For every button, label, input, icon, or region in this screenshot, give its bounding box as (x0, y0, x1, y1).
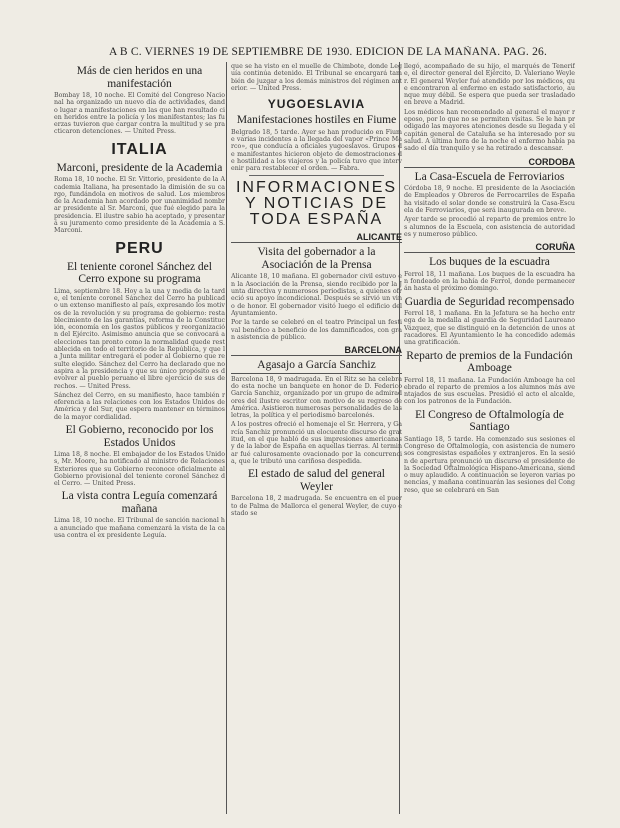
headline: Marconi, presidente de la Academia (56, 161, 223, 174)
headline: Agasajo a García Sanchiz (231, 359, 402, 374)
article-text: Ferrol 18, 11 mañana. La Fundación Amboage ha celebrado el reparto de premios a los alumnos más aventajados de sus escuelas. Presidió el acto el alcalde, con los patronos de la Fundación. (404, 376, 575, 406)
article-text: Por la tarde se celebró en el teatro Principal un festival benéfico a beneficio de los damnificados, con gran asistencia de público. (231, 319, 402, 341)
column-3 (404, 62, 575, 818)
region-label: BARCELONA (231, 345, 402, 356)
article-text: Lima, septiembre 18. Hoy a la una y media de la tarde, el teniente coronel Sánchez del Cerro ha publicado un extenso manifiesto al país, expresando los motivos de la revolución y su programa de gobierno: restablecimiento de las garantías, reforma de la Constitución, economía en los gastos públicos y reorganización del Ejército. Asimismo anuncia que se convocará a elecciones tan pronto como la normalidad quede restablecida en todo el territorio de la República, y que la Junta militar entregará el poder al Gobierno que resulte elegido. Sánchez del Cerro ha declarado que no aspira a la presidencia y que su único propósito es devolver al pueblo peruano el libre ejercicio de sus derechos. — United Press. (54, 287, 225, 390)
article-text: Ferrol 18, 1 mañana. En la Jefatura se ha hecho entrega de la medalla al guardia de Seguridad Laureano Vázquez, que se distinguió en la detención de unos atracadores. El Ayuntamiento le ha concedido además una gratificación. (404, 310, 575, 347)
section-banner: INFORMACIONES Y NOTICIAS DE TODA ESPAÑA (235, 179, 398, 229)
region-label: ALICANTE (231, 232, 402, 243)
headline: El Congreso de Oftalmología de Santiago (415, 408, 564, 434)
headline: El estado de salud del general Weyler (248, 468, 385, 493)
article-text: Sánchez del Cerro, en su manifiesto, hace también referencia a las relaciones con los Estados Unidos de América y del Sur, que espera mantener en términos de la mayor cordialidad. (54, 391, 225, 421)
section-title: ITALIA (111, 140, 168, 158)
section-title: YUGOESLAVIA (267, 97, 366, 112)
article-text: Ferrol 18, 11 mañana. Los buques de la escuadra han fondeado en la bahía de Ferrol, donde permanecerán hasta el próximo domingo. (404, 270, 575, 293)
article-text: que se ha visto en el muelle de Chimbote, donde Leguía continúa detenido. El Tribunal se encargará también de juzgar a los demás ministros del régimen anterior. — United Press. (231, 63, 402, 92)
article-text: Lima 18, 10 noche. El Tribunal de sanción nacional ha anunciado que mañana comenzará la vista de la causa contra el ex presidente Leguía. (54, 517, 225, 540)
article-text: Alicante 18, 10 mañana. El gobernador civil estuvo en la Asociación de la Prensa, siendo recibido por la Junta directiva y numerosos periodistas, a quienes ofreció su apoyo incondicional. Después se sirvió un vino de honor. El gobernador visitó luego el edificio del Ayuntamiento. (231, 273, 402, 317)
headline: El teniente coronel Sánchez del Cerro expone su programa (67, 260, 212, 286)
article-text: Santiago 18, 5 tarde. Ha comenzado sus sesiones el Congreso de Oftalmología, con asistencia de numerosos congresistas españoles y extranjeros. En la sesión de apertura pronunció un discurso el presidente de la Sociedad Oftalmológica Hispano-Americana, siendo muy aplaudido. A continuación se leyeron varias ponencias, y mañana continuarán las sesiones del Congreso, que se celebrará en San (404, 435, 575, 494)
headline: La vista contra Leguía comenzará mañana (61, 490, 218, 515)
column-1 (54, 62, 225, 818)
headline: Reparto de premios de la Fundación Amboage (406, 349, 573, 375)
column-2 (231, 62, 402, 818)
article-text: Barcelona 18, 2 madrugada. Se encuentra en el puerto de Palma de Mallorca el general Weyler, de cuyo estado se (231, 495, 402, 517)
divider (249, 175, 384, 176)
article-text: Bombay 18, 10 noche. El Comité del Congreso Nacional ha organizado un nuevo día de actividades, dando lugar a manifestaciones en las que han resultado cien heridos entre la policía y los manifestantes; las fuerzas tuvieron que cargar contra la multitud y se practicaron detenciones. — United Press. (54, 92, 225, 136)
article-text: Barcelona 18, 9 madrugada. En el Ritz se ha celebrado esta noche un banquete en honor de D. Federico García Sanchiz, organizado por un grupo de admiradores del ilustre escritor con motivo de su regreso de América. Asistieron numerosas personalidades de las letras, la política y el periodismo barcelonés. (231, 375, 402, 420)
column-rule (226, 62, 227, 814)
article-text: A los postres ofreció el homenaje el Sr. Herrera, y García Sanchiz pronunció un elocuente discurso de gratitud, en el que habló de sus impresiones americanas y de la labor de España en aquellas tierras. Al terminar fué calurosamente ovacionado por la concurrencia, que le tributó una cariñosa despedida. (231, 421, 402, 465)
article-text: Córdoba 18, 9 noche. El presidente de la Asociación de Empleados y Obreros de Ferrocarriles de España ha visitado el solar donde se construirá la Casa-Escuela de Ferroviarios, que será inaugurada en breve. (404, 185, 575, 214)
headline: La Casa-Escuela de Ferroviarios (414, 170, 565, 183)
section-title: PERU (115, 239, 164, 257)
article-text: Belgrado 18, 5 tarde. Ayer se han producido en Fiume varias incidentes a la llegada del vapor «Prince Marco», que conducía a oficiales yugoeslavos. Grupos de manifestantes hicieron objeto de demostraciones de hostilidad a los viajeros y la policía tuvo que intervenir para restablecer el orden. — Fabra. (231, 128, 402, 173)
headline: Manifestaciones hostiles en Fiume (236, 114, 397, 127)
page-header: A B C. VIERNES 19 DE SEPTIEMBRE DE 1930. EDICION DE LA MAÑANA. PAG. 26. (108, 46, 548, 58)
headline: Más de cien heridos en una manifestación (76, 65, 203, 90)
headline: Guardia de Seguridad recompensado (404, 295, 575, 308)
article-text: Lima 18, 8 noche. El embajador de los Estados Unidos, Mr. Moore, ha notificado al ministro de Relaciones Exteriores que su Gobierno reconoce oficialmente al Gobierno provisional del teniente coronel Sánchez del Cerro. — United Press. (54, 451, 225, 488)
region-label: CORDOBA (404, 157, 575, 168)
region-label: CORUÑA (404, 242, 575, 253)
article-text: Ayer tarde se procedió al reparto de premios entre los alumnos de la Escuela, con asistencia de autoridades y numeroso público. (404, 216, 575, 238)
article-text: Los médicos han recomendado al general el mayor reposo, por lo que no se permiten visitas. Se le han prodigado las mayores atenciones desde su llegada y el capitán general de Cataluña se ha interesado por su salud. A última hora de la noche el enfermo había pasado el día tranquilo y se ha retirado a descansar. (404, 108, 575, 153)
headline: Los buques de la escuadra (429, 256, 550, 269)
article-text: llegó, acompañado de su hijo, el marqués de Tenerife, el director general del Ejército, D. Valeriano Weyler. El general Weyler fué atendido por los médicos, que encontraron al enfermo en estado satisfactorio, aunque muy débil. Se espera que pueda ser trasladado en breve a Madrid. (404, 63, 575, 107)
headline: Visita del gobernador a la Asociación de la Prensa (257, 246, 376, 271)
article-text: Roma 18, 10 noche. El Sr. Vittorio, presidente de la Academia Italiana, ha presentado la dimisión de su cargo, fundándola en motivos de salud. Los miembros de la Academia han acordado por unanimidad nombrar presidente al Sr. Marconi, que fué elegido para la presidencia. El ilustre sabio ha aceptado, y presentará su juramento como presidente de la Academia a S. Marconi. (54, 176, 225, 235)
headline: El Gobierno, reconocido por los Estados Unidos (65, 424, 214, 449)
